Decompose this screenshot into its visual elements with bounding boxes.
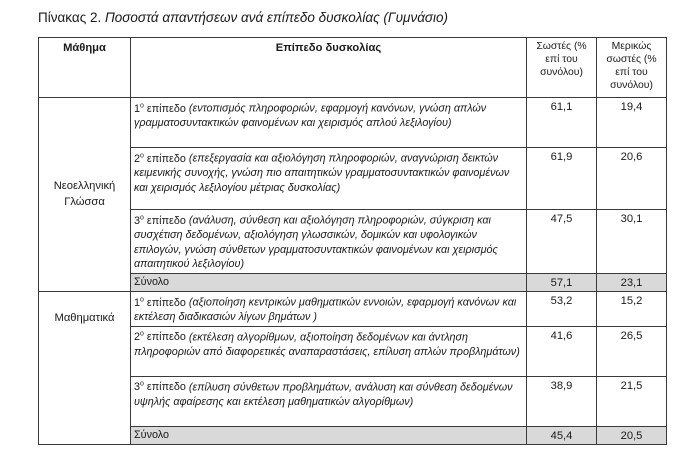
table-row (39, 376, 667, 426)
correct-value: 61,1 (527, 98, 597, 148)
header-level: Επίπεδο δυσκολίας (131, 38, 527, 98)
level-description: (αξιοποίηση κεντρικών μαθηματικών εννοιών, εφαρμογή κανόνων και εκτέλεση διαδικασιών λίγων βημάτων ) (134, 296, 517, 324)
correct-value: 41,6 (527, 326, 597, 376)
level-name: $1^o$ επίπεδο (134, 295, 186, 309)
caption-title: Ποσοστά απαντήσεων ανά επίπεδο δυσκολίας (Γυμνάσιο) (104, 10, 449, 25)
results-table (38, 37, 667, 445)
table-caption (38, 10, 448, 25)
partial-value: 21,5 (597, 376, 667, 426)
level-cell (131, 326, 527, 376)
level-description: (εντοπισμός πληροφοριών, εφαρμογή κανόνων, γνώση απλών γραμματοσυντακτικών φαινομένων και χειρισμός απλού λεξιλογίου) (134, 102, 487, 130)
level-cell (131, 376, 527, 426)
partial-value: 19,4 (597, 98, 667, 148)
total-label: Σύνολο (131, 426, 527, 444)
total-correct: 57,1 (527, 273, 597, 291)
level-description: (ανάλυση, σύνθεση και αξιολόγηση πληροφοριών, σύγκριση και συσχέτιση δεδομένων, αξιολόγηση γλωσσικών, δομικών και υφολογικών επιλογών, γνώση σύνθετων γραμματοσυντακτικών φαινομένων και χειρισμός απαιτητικού λεξιλογίου) (134, 214, 498, 271)
level-name: $2^o$ επίπεδο (134, 152, 186, 165)
table-row (39, 98, 667, 148)
correct-value: 38,9 (527, 376, 597, 426)
level-name: $3^o$ επίπεδο (134, 380, 186, 394)
level-name: $3^o$ επίπεδο (134, 214, 186, 227)
header-partial: Μερικώς σωστές (% επί του συνόλου) (597, 38, 667, 98)
total-row (39, 273, 667, 291)
level-name: $2^o$ επίπεδο (134, 330, 186, 344)
table-row (39, 326, 667, 376)
subject-greek: Νεοελληνική Γλώσσα (39, 98, 131, 292)
caption-label: Πίνακας 2. (38, 10, 102, 25)
correct-value: 47,5 (527, 210, 597, 274)
correct-value: 61,9 (527, 148, 597, 210)
partial-value: 20,6 (597, 148, 667, 210)
level-cell (131, 210, 527, 274)
partial-value: 15,2 (597, 291, 667, 326)
total-correct: 45,4 (527, 426, 597, 444)
total-label: Σύνολο (131, 273, 527, 291)
correct-value: 53,2 (527, 291, 597, 326)
total-row (39, 426, 667, 444)
header-subject: Μάθημα (39, 38, 131, 98)
level-cell (131, 291, 527, 326)
table-row (39, 210, 667, 274)
partial-value: 30,1 (597, 210, 667, 274)
level-name: $1^o$ επίπεδο (134, 102, 186, 115)
level-description: (εκτέλεση αλγορίθμων, αξιοποίηση δεδομένων και άντληση πληροφοριών από διαφορετικές αναπαραστάσεις, επίλυση απλών προβλημάτων) (134, 331, 520, 358)
table-row (39, 291, 667, 326)
level-cell (131, 148, 527, 210)
partial-value: 26,5 (597, 326, 667, 376)
header-row (39, 38, 667, 98)
level-cell (131, 98, 527, 148)
subject-math: Μαθηματικά (39, 291, 131, 444)
header-correct: Σωστές (% επί του συνόλου) (527, 38, 597, 98)
table-row (39, 148, 667, 210)
total-partial: 23,1 (597, 273, 667, 291)
level-description: (επίλυση σύνθετων προβλημάτων, ανάλυση και σύνθεση δεδομένων υψηλής αφαίρεσης και εκτέλεση μαθηματικών αλγορίθμων) (134, 381, 513, 408)
total-partial: 20,5 (597, 426, 667, 444)
level-description: (επεξεργασία και αξιολόγηση πληροφοριών, αναγνώριση δεικτών κειμενικής συνοχής, γνώση πιο απαιτητικών γραμματοσυντακτικών φαινομένων και χειρισμός λεξιλογίου μέτριας δυσκολίας) (134, 152, 510, 194)
